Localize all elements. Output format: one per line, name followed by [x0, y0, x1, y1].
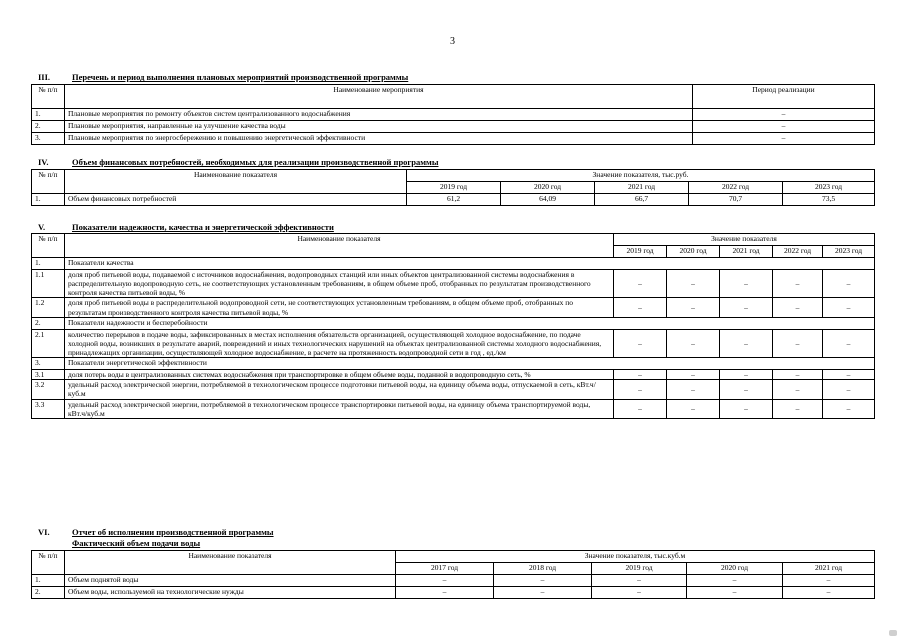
- period-value: –: [693, 121, 875, 133]
- section-3-number: III.: [38, 72, 51, 82]
- indicator-name: доля потерь воды в централизованных системах водоснабжения при транспортировке в общем объеме воды, поданной в водопроводную сеть, %: [65, 370, 614, 380]
- indicator-value: 73,5: [783, 194, 875, 206]
- table-financial-needs: [31, 169, 875, 206]
- col-header-value: Значение показателя: [614, 234, 875, 246]
- indicator-value: –: [614, 270, 667, 298]
- indicator-value: –: [823, 380, 875, 399]
- col-header-no: № п/п: [32, 85, 65, 109]
- row-number: 1.: [32, 575, 65, 587]
- col-header-period: Период реализации: [693, 85, 875, 109]
- indicator-value: –: [823, 370, 875, 380]
- col-header-no: № п/п: [32, 234, 65, 258]
- table-row: [32, 370, 875, 380]
- table-water-supply-report: [31, 550, 875, 599]
- period-value: –: [693, 133, 875, 145]
- col-header-indicator-name: Наименование показателя: [65, 234, 614, 258]
- year-header: 2017 год: [396, 563, 494, 575]
- indicator-name: Объем воды, используемой на технологические нужды: [65, 587, 396, 599]
- section-4-heading: [38, 157, 438, 167]
- period-value: –: [693, 109, 875, 121]
- indicator-value: –: [592, 587, 687, 599]
- row-number: 3.3: [32, 399, 65, 418]
- indicator-value: –: [667, 370, 720, 380]
- measure-name: Плановые мероприятия по энергосбережению и повышению энергетической эффективности: [65, 133, 693, 145]
- indicator-value: –: [614, 399, 667, 418]
- indicator-value: –: [720, 380, 773, 399]
- indicator-value: –: [667, 399, 720, 418]
- table-row: [32, 109, 875, 121]
- section-5-title: Показатели надежности, качества и энергетической эффективности: [72, 222, 334, 232]
- year-header: 2021 год: [783, 563, 875, 575]
- year-header: 2020 год: [501, 182, 595, 194]
- group-row: [32, 317, 875, 329]
- indicator-value: –: [823, 270, 875, 298]
- year-header: 2023 год: [783, 182, 875, 194]
- section-5-number: V.: [38, 222, 46, 232]
- group-name: Показатели качества: [65, 258, 875, 270]
- measure-name: Плановые мероприятия по ремонту объектов систем централизованного водоснабжения: [65, 109, 693, 121]
- indicator-value: –: [396, 587, 494, 599]
- group-name: Показатели надежности и бесперебойности: [65, 317, 875, 329]
- indicator-value: –: [720, 270, 773, 298]
- section-6-number: VI.: [38, 527, 50, 537]
- year-header: 2019 год: [592, 563, 687, 575]
- indicator-value: –: [720, 399, 773, 418]
- indicator-value: –: [773, 399, 823, 418]
- row-number: 1.1: [32, 270, 65, 298]
- group-number: 3.: [32, 358, 65, 370]
- indicator-value: –: [823, 298, 875, 317]
- indicator-value: –: [494, 575, 592, 587]
- indicator-value: –: [687, 587, 783, 599]
- table-row: [32, 380, 875, 399]
- year-header: 2019 год: [407, 182, 501, 194]
- year-header: 2018 год: [494, 563, 592, 575]
- indicator-value: –: [773, 298, 823, 317]
- table-row: [32, 133, 875, 145]
- indicator-value: –: [667, 270, 720, 298]
- indicator-value: –: [773, 370, 823, 380]
- indicator-value: –: [823, 329, 875, 357]
- indicator-value: 64,09: [501, 194, 595, 206]
- table-row: [32, 587, 875, 599]
- indicator-value: –: [667, 329, 720, 357]
- indicator-value: –: [783, 587, 875, 599]
- indicator-value: –: [494, 587, 592, 599]
- year-header: 2023 год: [823, 246, 875, 258]
- indicator-value: –: [614, 380, 667, 399]
- measure-name: Плановые мероприятия, направленные на улучшение качества воды: [65, 121, 693, 133]
- col-header-indicator-name: Наименование показателя: [65, 551, 396, 575]
- indicator-value: –: [614, 329, 667, 357]
- year-header: 2021 год: [720, 246, 773, 258]
- indicator-value: –: [720, 370, 773, 380]
- indicator-value: –: [687, 575, 783, 587]
- row-number: 1.: [32, 109, 65, 121]
- year-header: 2022 год: [773, 246, 823, 258]
- indicator-name: Объем поднятой воды: [65, 575, 396, 587]
- col-header-indicator-name: Наименование показателя: [65, 170, 407, 194]
- indicator-value: –: [773, 329, 823, 357]
- section-3-heading: [38, 72, 408, 82]
- indicator-name: удельный расход электрической энергии, потребляемой в технологическом процессе транспортировки питьевой воды, на единицу объема транспортируемой воды, кВт.ч/куб.м: [65, 399, 614, 418]
- table-reliability-indicators: [31, 233, 875, 419]
- table-row: [32, 270, 875, 298]
- table-row: [32, 329, 875, 357]
- table-row: [32, 194, 875, 206]
- col-header-measure-name: Наименование мероприятия: [65, 85, 693, 109]
- col-header-value: Значение показателя, тыс.куб.м: [396, 551, 875, 563]
- indicator-name: доля проб питьевой воды, подаваемой с источников водоснабжения, водопроводных станций или иных объектов централизованной системы водоснабжения в распределительную водопроводную сеть, не соответствующих установленным требованиям, в общем объеме проб, отобранных по результатам производственного контроля качества питьевой воды, %: [65, 270, 614, 298]
- row-number: 1.: [32, 194, 65, 206]
- indicator-value: –: [773, 380, 823, 399]
- indicator-value: –: [667, 380, 720, 399]
- indicator-value: –: [783, 575, 875, 587]
- group-row: [32, 358, 875, 370]
- indicator-name: Объем финансовых потребностей: [65, 194, 407, 206]
- row-number: 3.2: [32, 380, 65, 399]
- row-number: 1.2: [32, 298, 65, 317]
- section-4-number: IV.: [38, 157, 49, 167]
- indicator-name: доля проб питьевой воды в распределительной водопроводной сети, не соответствующих установленным требованиям, в общем объеме проб, отобранных по результатам производственного контроля качества питьевой воды, %: [65, 298, 614, 317]
- year-header: 2021 год: [595, 182, 689, 194]
- section-6-title: Отчет об исполнении производственной программы: [72, 527, 274, 537]
- row-number: 2.1: [32, 329, 65, 357]
- col-header-no: № п/п: [32, 551, 65, 575]
- year-header: 2022 год: [689, 182, 783, 194]
- indicator-value: –: [773, 270, 823, 298]
- col-header-value: Значение показателя, тыс.руб.: [407, 170, 875, 182]
- col-header-no: № п/п: [32, 170, 65, 194]
- year-header: 2019 год: [614, 246, 667, 258]
- table-row: [32, 298, 875, 317]
- indicator-value: 70,7: [689, 194, 783, 206]
- indicator-value: –: [614, 298, 667, 317]
- indicator-value: –: [592, 575, 687, 587]
- scan-artifact: [889, 630, 897, 636]
- section-6-subtitle: Фактический объем подачи воды: [72, 538, 201, 548]
- section-4-title: Объем финансовых потребностей, необходимых для реализации производственной программы: [72, 157, 439, 167]
- section-6-heading: [38, 527, 274, 537]
- table-row: [32, 575, 875, 587]
- indicator-value: –: [823, 399, 875, 418]
- section-3-title: Перечень и период выполнения плановых мероприятий производственной программы: [72, 72, 409, 82]
- row-number: 2.: [32, 121, 65, 133]
- indicator-value: –: [614, 370, 667, 380]
- row-number: 3.: [32, 133, 65, 145]
- row-number: 2.: [32, 587, 65, 599]
- indicator-value: –: [720, 329, 773, 357]
- table-row: [32, 399, 875, 418]
- indicator-value: –: [396, 575, 494, 587]
- group-row: [32, 258, 875, 270]
- indicator-value: –: [667, 298, 720, 317]
- indicator-value: 66,7: [595, 194, 689, 206]
- page-number: 3: [450, 36, 455, 47]
- indicator-value: 61,2: [407, 194, 501, 206]
- indicator-name: удельный расход электрической энергии, потребляемой в технологическом процессе подготовки питьевой воды, на единицу объема воды, отпускаемой в сеть, кВт.ч/куб.м: [65, 380, 614, 399]
- indicator-name: количество перерывов в подаче воды, зафиксированных в местах исполнения обязательств организацией, осуществляющей холодное водоснабжение, по подаче холодной воды, возникших в результате аварий, повреждений и иных технологических нарушений на объектах централизованной системы холодного водоснабжения, принадлежащих организации, осуществляющей холодное водоснабжение, в расчете на протяженность водопроводной сети в год , ед./км: [65, 329, 614, 357]
- year-header: 2020 год: [667, 246, 720, 258]
- year-header: 2020 год: [687, 563, 783, 575]
- group-name: Показатели энергетической эффективности: [65, 358, 875, 370]
- section-5-heading: [38, 222, 334, 232]
- group-number: 2.: [32, 317, 65, 329]
- indicator-value: –: [720, 298, 773, 317]
- table-planned-measures: [31, 84, 875, 145]
- table-row: [32, 121, 875, 133]
- group-number: 1.: [32, 258, 65, 270]
- row-number: 3.1: [32, 370, 65, 380]
